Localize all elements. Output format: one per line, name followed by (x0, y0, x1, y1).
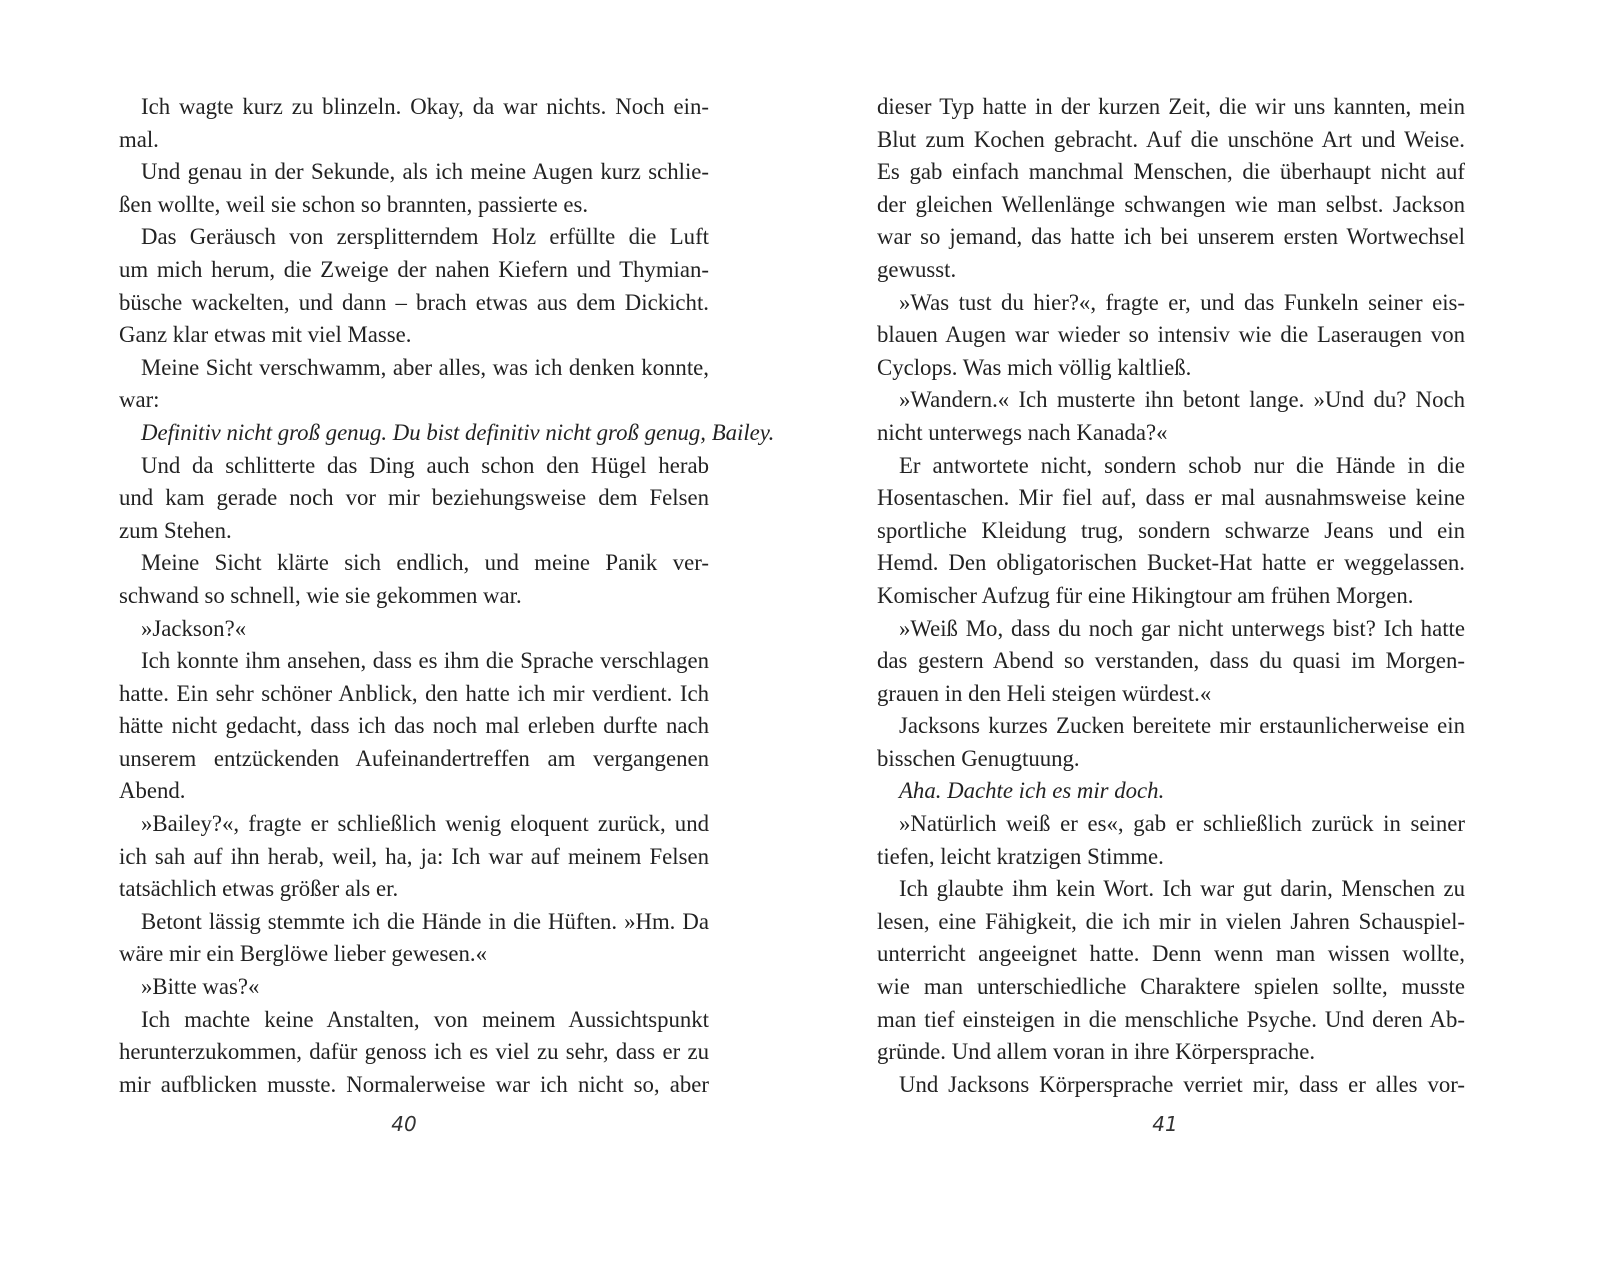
left-page-text (119, 91, 775, 1101)
text-line: ich sah auf ihn herab, weil, ha, ja: Ich war auf meinem Felsen (119, 843, 709, 869)
text-line: schwand so schnell, wie sie gekommen war. (119, 582, 522, 608)
text-line: Ich konnte ihm ansehen, dass es ihm die Sprache verschlagen (141, 648, 709, 674)
text-line: dieser Typ hatte in der kurzen Zeit, die wir uns kannten, mein (877, 94, 1465, 119)
text-line: Das Geräusch von zersplitterndem Holz erfüllte die Luft (141, 224, 709, 250)
text-line: Ganz klar etwas mit viel Masse. (119, 322, 412, 348)
text-line: hatte. Ein sehr schöner Anblick, den hatte ich mir verdient. Ich (119, 680, 709, 706)
text-line: »Wandern.« Ich musterte ihn betont lange. »Und du? Noch (899, 387, 1465, 413)
text-line: Es gab einfach manchmal Menschen, die überhaupt nicht auf (877, 159, 1465, 185)
text-line: lesen, eine Fähigkeit, die ich mir in vielen Jahren Schauspiel- (877, 908, 1465, 934)
text-line: Hemd. Den obligatorischen Bucket-Hat hatte er weggelassen. (877, 550, 1465, 576)
text-line: hätte nicht gedacht, dass ich das noch mal erleben durfte nach (119, 713, 709, 739)
italic-text-line: Aha. Dachte ich es mir doch. (899, 778, 1165, 804)
text-line: bisschen Genugtuung. (877, 745, 1080, 771)
text-line: »Bailey?«, fragte er schließlich wenig eloquent zurück, und (141, 811, 709, 837)
text-line: tiefen, leicht kratzigen Stimme. (877, 843, 1164, 869)
text-line: Betont lässig stemmte ich die Hände in die Hüften. »Hm. Da (141, 908, 709, 934)
text-line: nicht unterwegs nach Kanada?« (877, 419, 1168, 445)
text-line: »Bitte was?« (141, 974, 260, 1000)
text-line: Abend. (119, 778, 186, 804)
text-line: gründe. Und allem voran in ihre Körpersprache. (877, 1039, 1316, 1065)
page-number: 40 (391, 1112, 417, 1136)
text-line: das gestern Abend so verstanden, dass du quasi im Morgen- (877, 648, 1465, 674)
page-number: 41 (1152, 1112, 1178, 1136)
text-line: Meine Sicht verschwamm, aber alles, was ich denken konnte, (141, 354, 709, 380)
text-line: und kam gerade noch vor mir beziehungsweise dem Felsen (119, 485, 709, 511)
text-line: gewusst. (877, 256, 957, 282)
text-line: man tief einsteigen in die menschliche Psyche. Und deren Ab- (877, 1006, 1465, 1032)
text-line: um mich herum, die Zweige der nahen Kiefern und Thymian- (119, 256, 709, 282)
text-line: Und Jacksons Körpersprache verriet mir, dass er alles vor- (899, 1071, 1465, 1097)
text-line: unterricht angeeignet hatte. Denn wenn man wissen wollte, (877, 941, 1465, 967)
text-line: Und genau in der Sekunde, als ich meine Augen kurz schlie- (141, 159, 709, 185)
right-page (800, 0, 1600, 1274)
text-line: Cyclops. Was mich völlig kaltließ. (877, 354, 1192, 380)
text-line: »Was tust du hier?«, fragte er, und das Funkeln seiner eis- (899, 289, 1465, 315)
text-line: Ich glaubte ihm kein Wort. Ich war gut darin, Menschen zu (899, 876, 1465, 902)
text-line: Jacksons kurzes Zucken bereitete mir erstaunlicherweise ein (899, 713, 1465, 739)
text-line: ßen wollte, weil sie schon so brannten, passierte es. (119, 191, 589, 217)
text-line: tatsächlich etwas größer als er. (119, 876, 399, 902)
text-line: mir aufblicken musste. Normalerweise war ich nicht so, aber (119, 1071, 709, 1097)
text-line: Er antwortete nicht, sondern schob nur die Hände in die (899, 452, 1465, 478)
text-line: der gleichen Wellenlänge schwangen wie man selbst. Jackson (877, 191, 1465, 217)
text-line: »Natürlich weiß er es«, gab er schließlich zurück in seiner (899, 811, 1465, 837)
text-line: »Weiß Mo, dass du noch gar nicht unterwegs bist? Ich hatte (899, 615, 1465, 641)
text-line: büsche wackelten, und dann – brach etwas aus dem Dickicht. (119, 289, 709, 315)
text-line: Komischer Aufzug für eine Hikingtour am frühen Morgen. (877, 582, 1414, 608)
text-line: war: (119, 387, 160, 413)
italic-text-line: Definitiv nicht groß genug. Du bist definitiv nicht groß genug, Bailey. (141, 419, 775, 445)
text-line: mal. (119, 126, 159, 152)
text-line: blauen Augen war wieder so intensiv wie die Laseraugen von (877, 322, 1465, 348)
right-page-text (877, 91, 1465, 1101)
text-line: Ich wagte kurz zu blinzeln. Okay, da war nichts. Noch ein- (141, 94, 709, 119)
text-line: herunterzukommen, dafür genoss ich es viel zu sehr, dass er zu (119, 1039, 709, 1065)
text-line: war so jemand, das hatte ich bei unserem ersten Wortwechsel (877, 224, 1465, 250)
text-line: Meine Sicht klärte sich endlich, und meine Panik ver- (141, 550, 709, 576)
text-line: sportliche Kleidung trug, sondern schwarze Jeans und ein (877, 517, 1465, 543)
text-line: wie man unterschiedliche Charaktere spielen sollte, musste (877, 974, 1465, 1000)
text-line: zum Stehen. (119, 517, 232, 543)
text-line: grauen in den Heli steigen würdest.« (877, 680, 1212, 706)
text-line: Ich machte keine Anstalten, von meinem Aussichtspunkt (141, 1006, 709, 1032)
text-line: Und da schlitterte das Ding auch schon den Hügel herab (141, 452, 709, 478)
text-line: wäre mir ein Berglöwe lieber gewesen.« (119, 941, 487, 967)
text-line: unserem entzückenden Aufeinandertreffen am vergangenen (119, 745, 709, 771)
text-line: »Jackson?« (141, 615, 247, 641)
text-line: Blut zum Kochen gebracht. Auf die unschöne Art und Weise. (877, 126, 1465, 152)
text-line: Hosentaschen. Mir fiel auf, dass er mal ausnahmsweise keine (877, 485, 1465, 511)
